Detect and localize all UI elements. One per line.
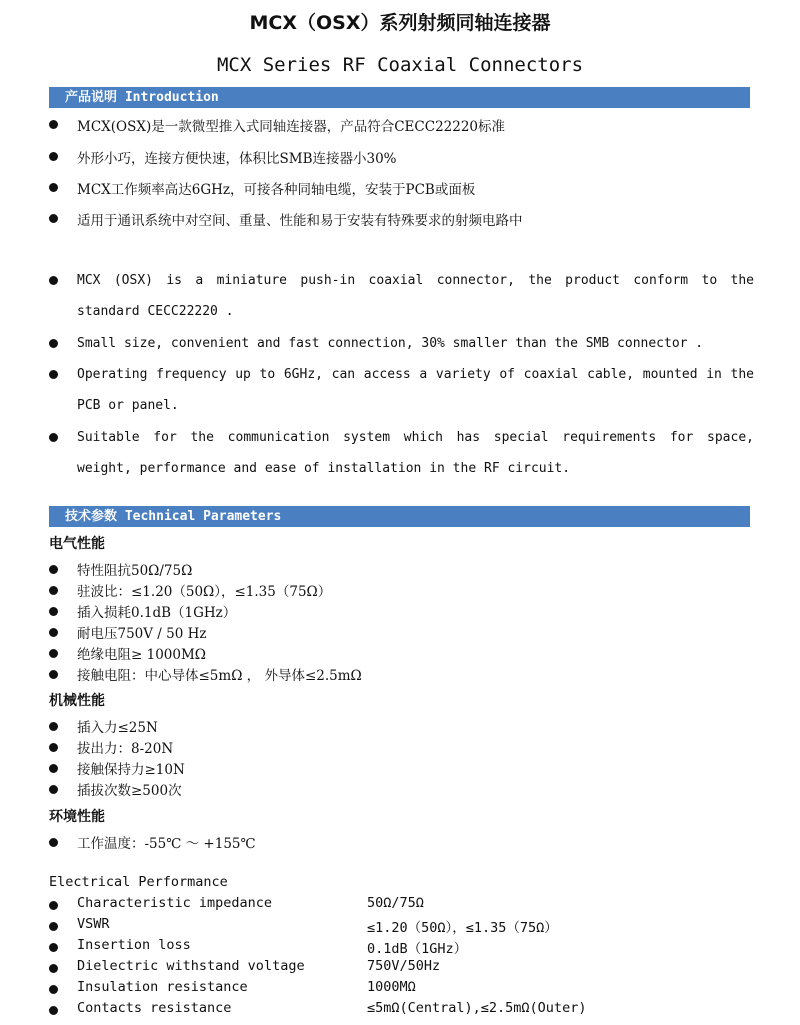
intro-en-text: MCX (OSX) is a miniature push-in coaxial connector, the product conform to the standard CECC22220 . (77, 273, 754, 319)
intro-en-item (49, 359, 754, 421)
electrical-performance-title: Electrical Performance (49, 874, 228, 890)
performance-label: Insulation resistance (77, 979, 248, 995)
electrical-item (49, 601, 754, 621)
mechanical-item (49, 716, 754, 736)
title-chinese: MCX（OSX）系列射频同轴连接器 (249, 12, 551, 34)
intro-en-text: Operating frequency up to 6GHz, can access a variety of coaxial cable, mounted in the PCB or panel. (77, 367, 754, 413)
intro-cn-text: 适用于通讯系统中对空间、重量、性能和易于安装有特殊要求的射频电路中 (77, 213, 523, 229)
bullet-icon (49, 628, 58, 637)
bullet-icon (49, 370, 58, 379)
bullet-icon (49, 901, 58, 910)
bullet-icon (49, 276, 58, 285)
bullet-icon (49, 152, 58, 161)
electrical-item (49, 664, 754, 684)
section-bar-introduction: 产品说明 Introduction (49, 87, 750, 108)
intro-en-text: Suitable for the communication system which has special requirements for space, weight, performance and ease of installation in the RF circuit. (77, 430, 754, 476)
electrical-item (49, 643, 754, 663)
mechanical-item (49, 737, 754, 757)
heading-mechanical: 机械性能 (49, 693, 105, 709)
bullet-icon (49, 670, 58, 679)
performance-row (49, 958, 754, 979)
mechanical-item (49, 779, 754, 799)
bullet-icon (49, 607, 58, 616)
item-text: 驻波比：≤1.20（50Ω），≤1.35（75Ω） (77, 584, 332, 600)
item-text: 插入力≤25N (77, 720, 158, 736)
bullet-icon (49, 214, 58, 223)
bullet-icon (49, 649, 58, 658)
bullet-icon (49, 433, 58, 442)
bullet-icon (49, 339, 58, 348)
bullet-icon (49, 183, 58, 192)
performance-value: 0.1dB（1GHz） (367, 941, 468, 957)
item-text: 工作温度：-55℃ ～ +155℃ (77, 836, 256, 852)
intro-en-item (49, 422, 754, 484)
performance-row (49, 937, 754, 958)
item-text: 拔出力：8-20N (77, 741, 174, 757)
intro-cn-text: MCX(OSX)是一款微型推入式同轴连接器，产品符合CECC22220标准 (77, 119, 506, 135)
performance-label: Characteristic impedance (77, 895, 273, 911)
item-text: 接触保持力≥10N (77, 762, 185, 778)
item-text: 绝缘电阻≥ 1000MΩ (77, 647, 206, 663)
performance-value: ≤1.20（50Ω），≤1.35（75Ω） (367, 920, 558, 936)
environmental-item (49, 832, 754, 852)
item-text: 接触电阻：中心导体≤5mΩ ， 外导体≤2.5mΩ (77, 668, 362, 684)
performance-label: VSWR (77, 916, 110, 932)
title-english: MCX Series RF Coaxial Connectors (216, 54, 584, 76)
section-bar-technical-parameters: 技术参数 Technical Parameters (49, 506, 750, 527)
item-text: 耐电压750V / 50 Hz (77, 626, 207, 642)
electrical-item (49, 559, 754, 579)
bullet-icon (49, 764, 58, 773)
performance-value: ≤5mΩ(Central),≤2.5mΩ(Outer) (367, 1000, 587, 1016)
item-text: 插入损耗0.1dB（1GHz） (77, 605, 237, 621)
bullet-icon (49, 120, 58, 129)
performance-label: Dielectric withstand voltage (77, 958, 305, 974)
performance-label: Insertion loss (77, 937, 191, 953)
bullet-icon (49, 722, 58, 731)
intro-cn-item (49, 178, 754, 200)
bullet-icon (49, 985, 58, 994)
performance-value: 1000MΩ (367, 979, 416, 995)
performance-value: 50Ω/75Ω (367, 895, 424, 911)
intro-en-text: Small size, convenient and fast connection, 30% smaller than the SMB connector . (77, 336, 704, 351)
bullet-icon (49, 586, 58, 595)
intro-en-item (49, 328, 754, 359)
intro-cn-text: 外形小巧，连接方便快速，体积比SMB连接器小30% (77, 151, 397, 167)
electrical-item (49, 580, 754, 600)
bullet-icon (49, 743, 58, 752)
heading-environmental: 环境性能 (49, 809, 105, 825)
bullet-icon (49, 1006, 58, 1015)
performance-row (49, 1000, 754, 1021)
heading-electrical: 电气性能 (49, 536, 105, 552)
intro-cn-item (49, 209, 754, 231)
bullet-icon (49, 964, 58, 973)
mechanical-item (49, 758, 754, 778)
intro-cn-item (49, 147, 754, 169)
performance-value: 750V/50Hz (367, 958, 441, 974)
item-text: 插拔次数≥500次 (77, 783, 182, 799)
bullet-icon (49, 785, 58, 794)
bullet-icon (49, 943, 58, 952)
performance-row (49, 916, 754, 937)
performance-row (49, 979, 754, 1000)
performance-row (49, 895, 754, 916)
electrical-item (49, 622, 754, 642)
bullet-icon (49, 838, 58, 847)
intro-cn-text: MCX工作频率高达6GHz，可接各种同轴电缆，安装于PCB或面板 (77, 182, 476, 198)
bullet-icon (49, 565, 58, 574)
intro-cn-item (49, 115, 754, 137)
performance-label: Contacts resistance (77, 1000, 232, 1016)
bullet-icon (49, 922, 58, 931)
item-text: 特性阻抗50Ω/75Ω (77, 563, 193, 579)
intro-en-item (49, 265, 754, 327)
